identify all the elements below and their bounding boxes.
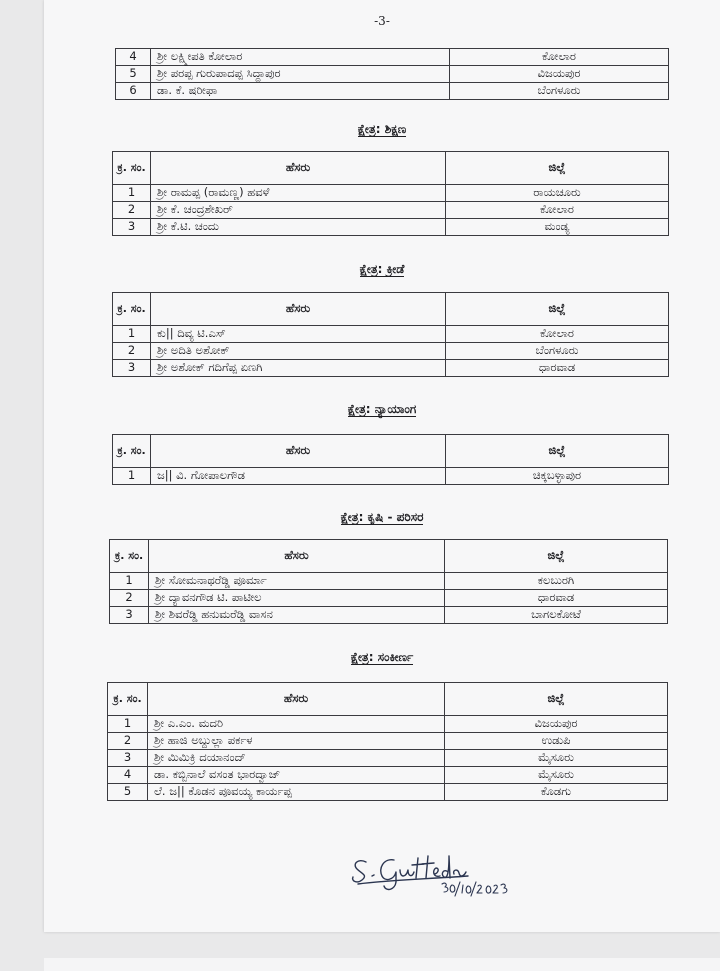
table-continued	[115, 48, 669, 100]
table-header-row	[113, 152, 669, 185]
name-cell: ಶ್ರೀ ಅಶೋಕ್ ಗದಿಗೆಪ್ಪ ಏಣಗಿ	[151, 360, 446, 377]
name-cell: ಡಾ. ಕಬ್ಬಿನಾಲೆ ವಸಂತ ಭಾರದ್ವಾಜ್	[148, 767, 445, 784]
header-serial: ಕ್ರ. ಸಂ.	[110, 540, 149, 573]
name-cell: ಲೆ. ಜ|| ಕೊಡನ ಪೂವಯ್ಯ ಕಾರ್ಯಪ್ಪ	[148, 784, 445, 801]
name-cell: ಶ್ರೀ ಮಿಮಿಕ್ರಿ ದಯಾನಂದ್	[148, 750, 445, 767]
name-cell: ಶ್ರೀ ಕೆ.ಟಿ. ಚಂದು	[151, 219, 446, 236]
header-district: ಜಿಲ್ಲೆ	[445, 683, 668, 716]
header-name: ಹೆಸರು	[151, 293, 446, 326]
table-row	[113, 202, 669, 219]
serial-cell: 1	[113, 185, 151, 202]
serial-cell: 1	[110, 573, 149, 590]
header-serial: ಕ್ರ. ಸಂ.	[113, 152, 151, 185]
table-header-row	[113, 435, 669, 468]
header-serial: ಕ್ರ. ಸಂ.	[108, 683, 148, 716]
serial-cell: 1	[108, 716, 148, 733]
name-cell: ಶ್ರೀ ದ್ಯಾವನಗೌಡ ಟಿ. ಪಾಟೀಲ	[149, 590, 445, 607]
page-number: -3-	[374, 14, 390, 28]
name-cell: ಕು|| ದಿವ್ಯ ಟಿ.ಎಸ್	[151, 326, 446, 343]
table-row	[108, 733, 668, 750]
table-row	[116, 83, 669, 100]
district-cell: ಕೋಲಾರ	[450, 49, 669, 66]
district-cell: ಚಿಕ್ಕಬಳ್ಳಾಪುರ	[446, 468, 669, 485]
serial-cell: 3	[108, 750, 148, 767]
district-cell: ವಿಜಯಪುರ	[450, 66, 669, 83]
district-cell: ಮೈಸೂರು	[445, 750, 668, 767]
district-cell: ಧಾರವಾಡ	[445, 590, 668, 607]
serial-cell: 4	[108, 767, 148, 784]
name-cell: ಶ್ರೀ ಕೆ. ಚಂದ್ರಶೇಖರ್	[151, 202, 446, 219]
table-row	[113, 468, 669, 485]
serial-cell: 5	[116, 66, 151, 83]
header-district: ಜಿಲ್ಲೆ	[445, 540, 668, 573]
table-header-row	[110, 540, 668, 573]
name-cell: ಜ|| ವಿ. ಗೋಪಾಲಗೌಡ	[151, 468, 446, 485]
header-name: ಹೆಸರು	[151, 152, 446, 185]
table-row	[110, 573, 668, 590]
signature	[348, 848, 508, 900]
table-row	[110, 607, 668, 624]
district-cell: ರಾಯಚೂರು	[446, 185, 669, 202]
table-header-row	[108, 683, 668, 716]
document-page	[44, 0, 720, 932]
serial-cell: 2	[113, 343, 151, 360]
table-row	[110, 590, 668, 607]
district-cell: ಮಂಡ್ಯ	[446, 219, 669, 236]
table-row	[113, 219, 669, 236]
table-row	[113, 360, 669, 377]
serial-cell: 5	[108, 784, 148, 801]
section-title-sports: ಕ್ಷೇತ್ರ: ಕ್ರೀಡೆ	[359, 262, 405, 276]
section-title-agriculture: ಕ್ಷೇತ್ರ: ಕೃಷಿ - ಪರಿಸರ	[340, 510, 424, 524]
table-row	[116, 66, 669, 83]
serial-cell: 1	[113, 326, 151, 343]
header-district: ಜಿಲ್ಲೆ	[446, 293, 669, 326]
table-sports	[112, 292, 669, 377]
district-cell: ಮೈಸೂರು	[445, 767, 668, 784]
table-agriculture	[109, 539, 668, 624]
serial-cell: 4	[116, 49, 151, 66]
section-title-miscellaneous: ಕ್ಷೇತ್ರ: ಸಂಕೀರ್ಣ	[350, 650, 414, 664]
table-miscellaneous	[107, 682, 668, 801]
serial-cell: 2	[113, 202, 151, 219]
serial-cell: 1	[113, 468, 151, 485]
name-cell: ಶ್ರೀ ಹಾಜಿ ಅಬ್ದುಲ್ಲಾ ಪರ್ಕಳ	[148, 733, 445, 750]
table-header-row	[113, 293, 669, 326]
table-row	[108, 767, 668, 784]
table-judiciary	[112, 434, 669, 485]
district-cell: ಬಾಗಲಕೋಟೆ	[445, 607, 668, 624]
district-cell: ಧಾರವಾಡ	[446, 360, 669, 377]
table-row	[108, 750, 668, 767]
name-cell: ಶ್ರೀ ಎ.ಎಂ. ಮದರಿ	[148, 716, 445, 733]
district-cell: ಬೆಂಗಳೂರು	[446, 343, 669, 360]
name-cell: ಶ್ರೀ ರಾಮಪ್ಪ (ರಾಮಣ್ಣ) ಹವಳೆ	[151, 185, 446, 202]
table-row	[113, 185, 669, 202]
district-cell: ಉಡುಪಿ	[445, 733, 668, 750]
district-cell: ಕೋಲಾರ	[446, 326, 669, 343]
serial-cell: 2	[108, 733, 148, 750]
name-cell: ಶ್ರೀ ಶಿವರೆಡ್ಡಿ ಹನುಮರೆಡ್ಡಿ ವಾಸನ	[149, 607, 445, 624]
district-cell: ಕೊಡಗು	[445, 784, 668, 801]
serial-cell: 3	[110, 607, 149, 624]
section-title-judiciary: ಕ್ಷೇತ್ರ: ನ್ಯಾಯಾಂಗ	[347, 402, 417, 416]
header-district: ಜಿಲ್ಲೆ	[446, 152, 669, 185]
table-row	[108, 784, 668, 801]
next-page-edge	[44, 958, 720, 971]
serial-cell: 3	[113, 360, 151, 377]
name-cell: ಡಾ. ಕೆ. ಷರೀಫಾ	[151, 83, 450, 100]
district-cell: ವಿಜಯಪುರ	[445, 716, 668, 733]
serial-cell: 6	[116, 83, 151, 100]
serial-cell: 3	[113, 219, 151, 236]
name-cell: ಶ್ರೀ ಲಕ್ಷ್ಮೀಪತಿ ಕೋಲಾರ	[151, 49, 450, 66]
name-cell: ಶ್ರೀ ಪರಪ್ಪ ಗುರುಪಾದಪ್ಪ ಸಿದ್ದಾಪುರ	[151, 66, 450, 83]
table-row	[108, 716, 668, 733]
header-name: ಹೆಸರು	[148, 683, 445, 716]
serial-cell: 2	[110, 590, 149, 607]
header-name: ಹೆಸರು	[149, 540, 445, 573]
name-cell: ಶ್ರೀ ಸೋಮನಾಥರೆಡ್ಡಿ ಪೂರ್ಮಾ	[149, 573, 445, 590]
district-cell: ಕಲಬುರಗಿ	[445, 573, 668, 590]
table-education	[112, 151, 669, 236]
table-row	[116, 49, 669, 66]
header-serial: ಕ್ರ. ಸಂ.	[113, 435, 151, 468]
table-row	[113, 326, 669, 343]
section-title-education: ಕ್ಷೇತ್ರ: ಶಿಕ್ಷಣ	[357, 122, 407, 136]
name-cell: ಶ್ರೀ ಅದಿತಿ ಅಶೋಕ್	[151, 343, 446, 360]
header-district: ಜಿಲ್ಲೆ	[446, 435, 669, 468]
header-name: ಹೆಸರು	[151, 435, 446, 468]
header-serial: ಕ್ರ. ಸಂ.	[113, 293, 151, 326]
table-row	[113, 343, 669, 360]
district-cell: ಕೋಲಾರ	[446, 202, 669, 219]
district-cell: ಬೆಂಗಳೂರು	[450, 83, 669, 100]
